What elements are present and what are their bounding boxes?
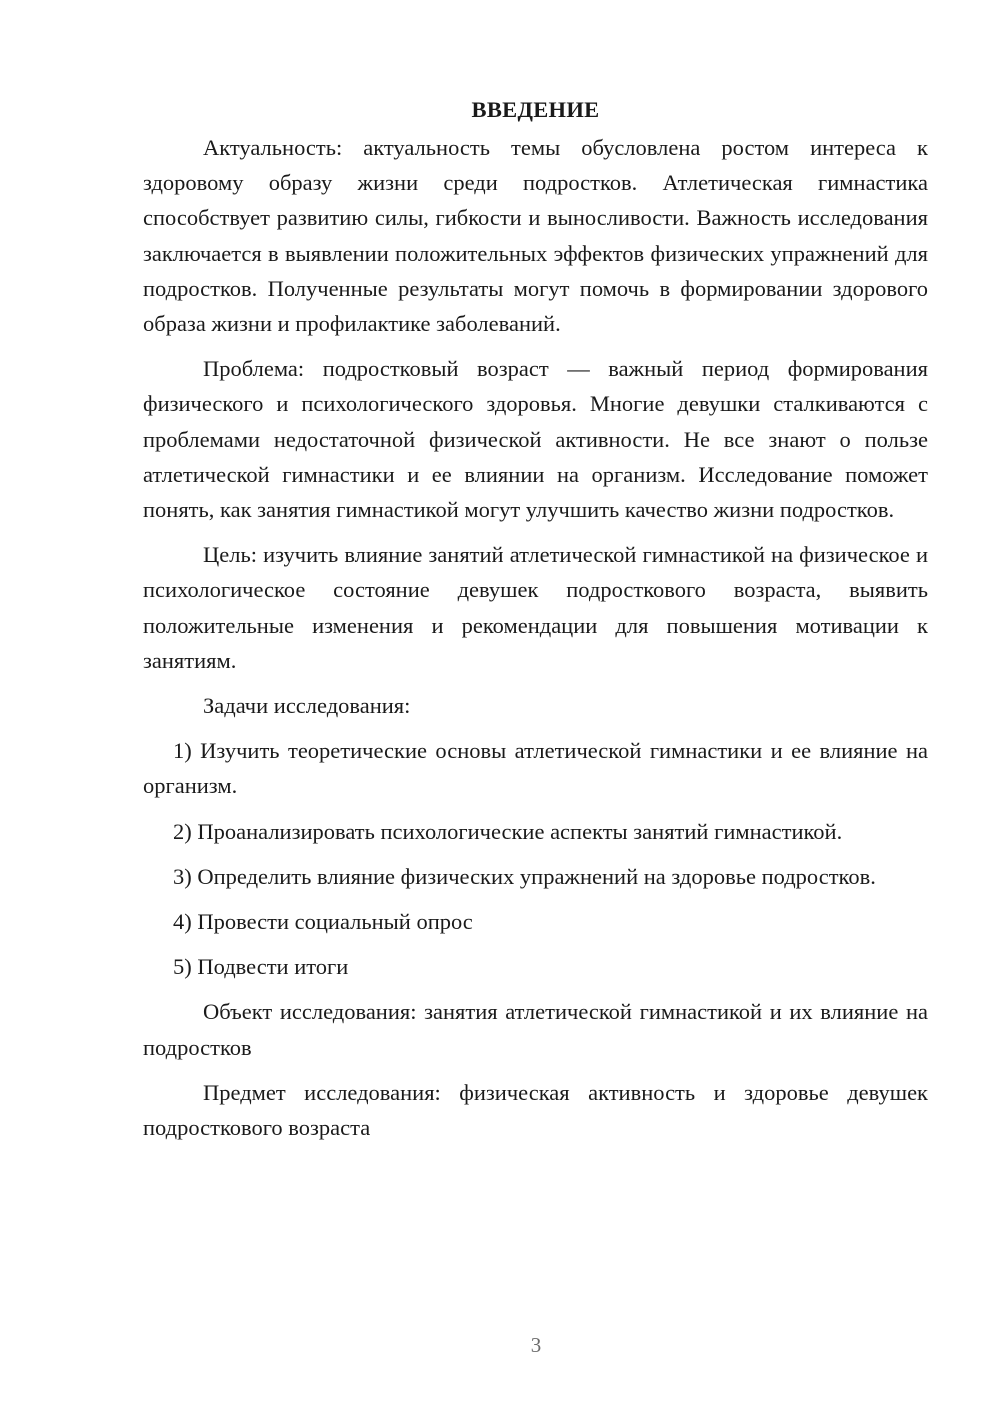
tasks-heading: Задачи исследования: xyxy=(203,693,411,719)
paragraph-relevance: Актуальность: актуальность темы обусловлена ростом интереса к здоровому образу жизни среди подростков. Атлетическая гимнастика способствует развитию силы, гибкости и выносливости. Важность исследования заключается в выявлении положительных эффектов физических упражнений для подростков. Полученные результаты могут помочь в формировании здорового образа жизни и профилактике заболеваний. xyxy=(143,135,928,337)
paragraph-problem: Проблема: подростковый возраст — важный период формирования физического и психологического здоровья. Многие девушки сталкиваются с проблемами недостаточной физической активности. Не все знают о пользе атлетической гимнастики и ее влиянии на организм. Исследование поможет понять, как занятия гимнастикой могут улучшить качество жизни подростков. xyxy=(143,356,928,523)
paragraph-goal: Цель: изучить влияние занятий атлетической гимнастикой на физическое и психологическое состояние девушек подросткового возраста, выявить положительные изменения и рекомендации для повышения мотивации к занятиям. xyxy=(143,542,928,673)
document-body xyxy=(143,92,928,1155)
task-item-5: 5) Подвести итоги xyxy=(173,954,349,980)
page-title: ВВЕДЕНИЕ xyxy=(471,97,600,122)
task-item-2: 2) Проанализировать психологические аспекты занятий гимнастикой. xyxy=(173,818,843,844)
paragraph-subject: Предмет исследования: физическая активность и здоровье девушек подросткового возраста xyxy=(143,1079,928,1141)
paragraph-object: Объект исследования: занятия атлетической гимнастикой и их влияние на подростков xyxy=(143,999,928,1060)
task-item-4: 4) Провести социальный опрос xyxy=(173,909,473,935)
page-number: 3 xyxy=(530,1333,542,1357)
task-item-1: 1) Изучить теоретические основы атлетической гимнастики и ее влияние на организм. xyxy=(143,738,928,799)
task-item-3: 3) Определить влияние физических упражнений на здоровье подростков. xyxy=(173,863,876,889)
